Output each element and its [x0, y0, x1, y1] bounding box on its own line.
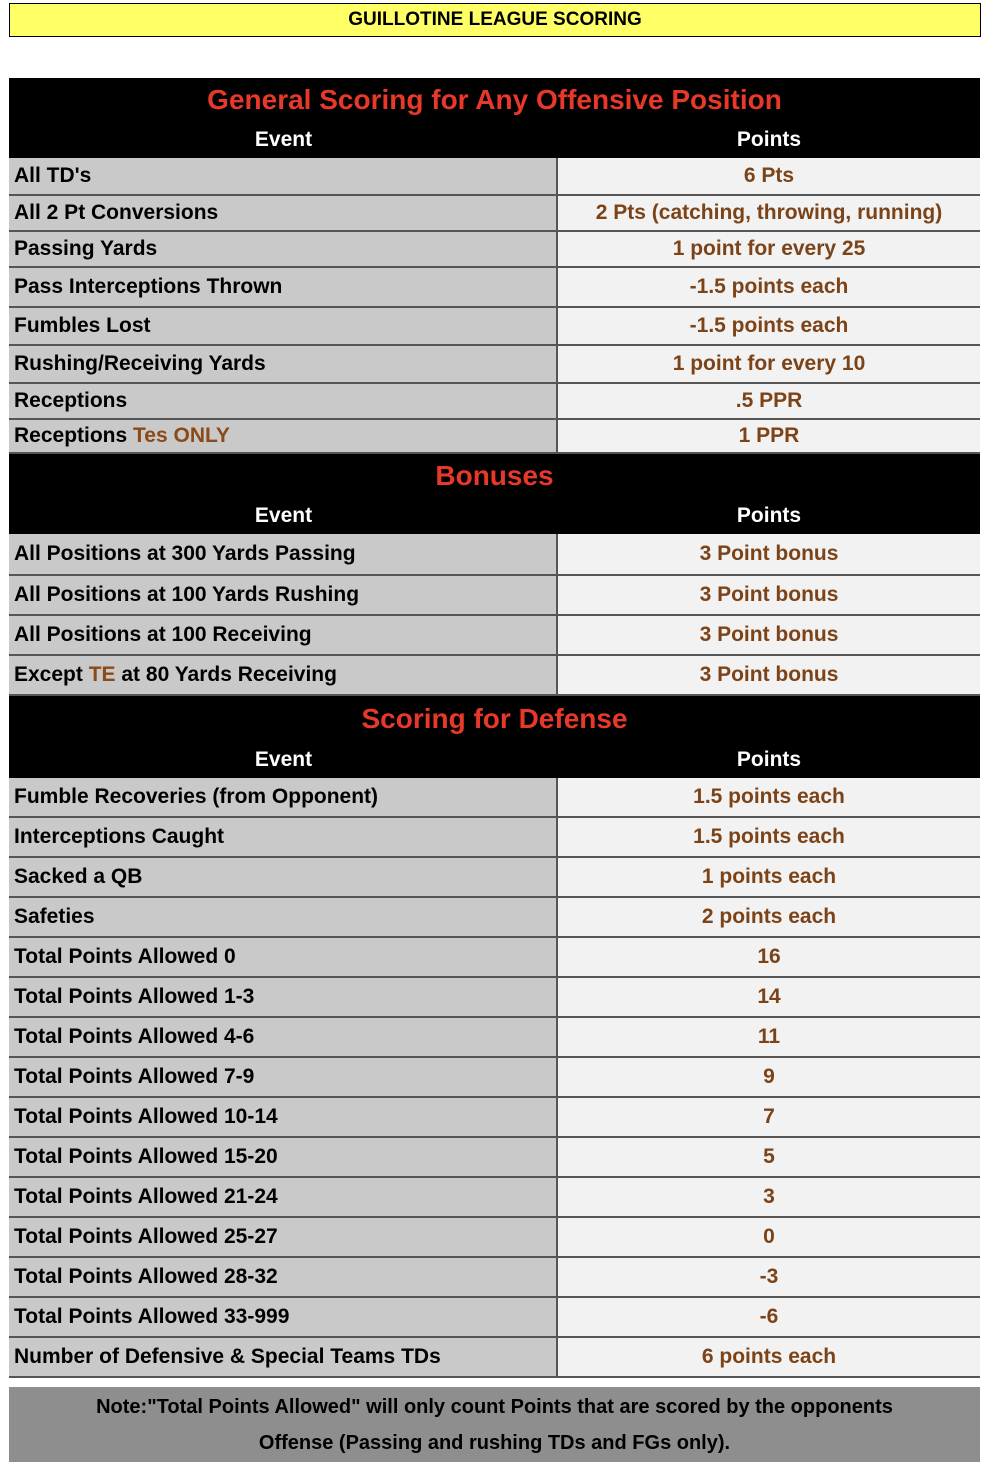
event-cell [9, 346, 558, 382]
points-cell: 2 points each [701, 905, 837, 928]
table-row [9, 576, 980, 616]
event-label: All 2 Pt Conversions [14, 201, 219, 224]
event-cell [9, 576, 558, 614]
event-label: Total Points Allowed 10-14 [14, 1105, 278, 1128]
table-row [9, 1018, 980, 1058]
event-label-suffix: at 80 Yards Receiving [115, 663, 337, 686]
event-cell [9, 938, 558, 976]
event-cell [9, 858, 558, 896]
event-cell [9, 158, 558, 194]
table-row [9, 196, 980, 232]
event-label: Total Points Allowed 1-3 [14, 985, 255, 1008]
event-label: Passing Yards [14, 237, 158, 260]
event-cell [9, 818, 558, 856]
event-cell [9, 1338, 558, 1376]
event-cell [9, 384, 558, 418]
section-title: General Scoring for Any Offensive Position [9, 78, 980, 122]
event-label: Total Points Allowed 28-32 [14, 1265, 278, 1288]
event-cell [9, 1178, 558, 1216]
event-column-header: Event [254, 128, 313, 151]
column-header-row [9, 122, 980, 158]
event-label: Total Points Allowed 4-6 [14, 1025, 255, 1048]
points-cell: 7 [763, 1105, 775, 1128]
event-label: All Positions at 100 Yards Rushing [14, 583, 360, 606]
event-cell [9, 978, 558, 1016]
event-label: Total Points Allowed 7-9 [14, 1065, 255, 1088]
event-label: Fumble Recoveries (from Opponent) [14, 785, 379, 808]
event-highlight-text: TE [88, 663, 116, 686]
event-cell [9, 534, 558, 574]
points-cell: 11 [757, 1025, 781, 1048]
points-cell: 3 Point bonus [699, 663, 839, 686]
points-cell: 2 Pts (catching, throwing, running) [595, 201, 943, 224]
points-cell: 1 PPR [738, 424, 800, 447]
event-cell [9, 232, 558, 266]
table-row [9, 898, 980, 938]
event-label: Sacked a QB [14, 865, 143, 888]
points-cell: 3 Point bonus [699, 542, 839, 565]
table-row [9, 818, 980, 858]
points-cell: 3 Point bonus [699, 583, 839, 606]
section-title: Bonuses [9, 454, 980, 498]
note-line-2: Offense (Passing and rushing TDs and FGs only). [258, 1432, 731, 1454]
points-column-header: Points [736, 504, 802, 527]
column-header-row [9, 742, 980, 778]
event-cell [9, 1298, 558, 1336]
event-label: Total Points Allowed 0 [14, 945, 236, 968]
scoring-table [9, 78, 980, 1378]
table-row [9, 656, 980, 696]
column-header-row [9, 498, 980, 534]
note-text [9, 1387, 980, 1462]
event-cell [9, 420, 558, 452]
event-label: Receptions [14, 424, 134, 447]
points-cell: -3 [759, 1265, 779, 1288]
points-cell: 14 [757, 985, 781, 1008]
event-cell [9, 196, 558, 230]
league-title-banner: GUILLOTINE LEAGUE SCORING [9, 3, 981, 37]
points-cell: 5 [763, 1145, 775, 1168]
table-row [9, 1298, 980, 1338]
event-label: Pass Interceptions Thrown [14, 275, 283, 298]
table-row [9, 1218, 980, 1258]
event-cell [9, 1018, 558, 1056]
event-column-header: Event [254, 504, 313, 527]
points-column-header: Points [736, 128, 802, 151]
event-cell [9, 268, 558, 306]
event-label: Rushing/Receiving Yards [14, 352, 266, 375]
table-row [9, 938, 980, 978]
table-row [9, 778, 980, 818]
points-cell: 6 points each [701, 1345, 837, 1368]
table-row [9, 1338, 980, 1378]
event-label: All TD's [14, 164, 92, 187]
table-row [9, 384, 980, 420]
table-row [9, 1058, 980, 1098]
event-cell [9, 616, 558, 654]
points-cell: 3 Point bonus [699, 623, 839, 646]
points-cell: 3 [763, 1185, 775, 1208]
points-cell: 1.5 points each [693, 825, 845, 848]
table-row [9, 616, 980, 656]
points-cell: 16 [757, 945, 781, 968]
points-cell: -1.5 points each [689, 314, 849, 337]
table-row [9, 1098, 980, 1138]
event-cell [9, 656, 558, 694]
points-cell: 0 [763, 1225, 775, 1248]
event-cell [9, 1098, 558, 1136]
table-row [9, 232, 980, 268]
points-cell: -6 [759, 1305, 779, 1328]
event-cell [9, 1138, 558, 1176]
points-cell: 6 Pts [743, 164, 795, 187]
points-column-header: Points [736, 748, 802, 771]
note-line-1: Note:"Total Points Allowed" will only count Points that are scored by the opponents [96, 1396, 893, 1418]
points-cell: 9 [763, 1065, 775, 1088]
table-row [9, 420, 980, 454]
table-row [9, 308, 980, 346]
event-cell [9, 1258, 558, 1296]
event-label: Receptions [14, 389, 128, 412]
table-row [9, 1178, 980, 1218]
event-label: All Positions at 300 Yards Passing [14, 542, 356, 565]
event-label: Total Points Allowed 21-24 [14, 1185, 278, 1208]
table-row [9, 978, 980, 1018]
table-row [9, 534, 980, 576]
table-row [9, 158, 980, 196]
event-column-header: Event [254, 748, 313, 771]
points-cell: 1 point for every 25 [672, 237, 866, 260]
points-cell: 1 points each [701, 865, 837, 888]
section-title: Scoring for Defense [9, 696, 980, 742]
event-label: Total Points Allowed 33-999 [14, 1305, 290, 1328]
event-cell [9, 1218, 558, 1256]
table-row [9, 858, 980, 898]
event-cell [9, 778, 558, 816]
table-row [9, 1138, 980, 1178]
points-cell: 1 point for every 10 [672, 352, 866, 375]
event-label: Interceptions Caught [14, 825, 225, 848]
event-label: All Positions at 100 Receiving [14, 623, 312, 646]
points-cell: -1.5 points each [689, 275, 849, 298]
table-row [9, 1258, 980, 1298]
event-label: Total Points Allowed 25-27 [14, 1225, 278, 1248]
event-cell [9, 898, 558, 936]
event-highlight-text: Tes ONLY [133, 424, 230, 447]
table-row [9, 346, 980, 384]
event-cell [9, 1058, 558, 1096]
event-label: Total Points Allowed 15-20 [14, 1145, 278, 1168]
points-cell: .5 PPR [735, 389, 803, 412]
event-label: Safeties [14, 905, 95, 928]
event-cell [9, 308, 558, 344]
event-label: Number of Defensive & Special Teams TDs [14, 1345, 441, 1368]
table-row [9, 268, 980, 308]
event-label: Fumbles Lost [14, 314, 151, 337]
points-cell: 1.5 points each [693, 785, 845, 808]
event-label: Except [14, 663, 89, 686]
